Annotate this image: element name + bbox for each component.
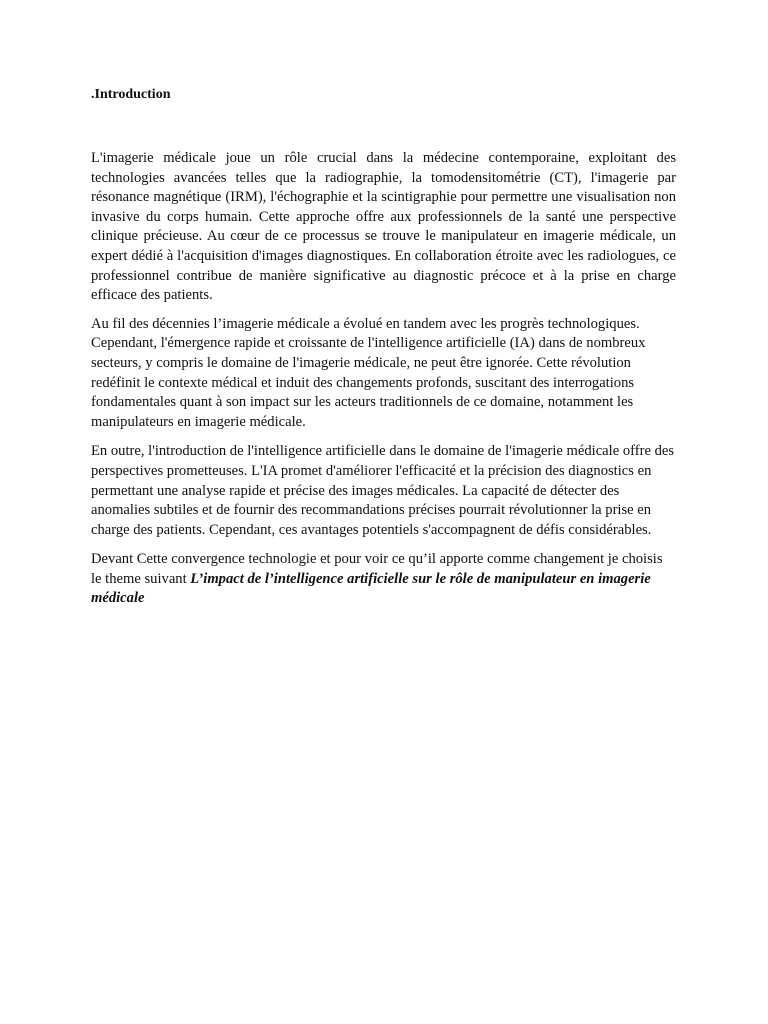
paragraph-4 — [91, 550, 676, 609]
theme-title: L’impact de l’intelligence artificielle sur le rôle de manipulateur en imagerie médicale — [91, 570, 651, 607]
paragraph-3: En outre, l'introduction de l'intelligence artificielle dans le domaine de l'imagerie médicale offre des perspectives prometteuses. L'IA promet d'améliorer l'efficacité et la précision des diagnostics en permettant une analyse rapide et précise des images médicales. La capacité de détecter des anomalies subtiles et de fournir des recommandations précises pourrait révolutionner la prise en charge des patients. Cependant, ces avantages potentiels s'accompagnent de défis considérables. — [91, 443, 675, 538]
document-page — [91, 86, 676, 609]
section-heading: .Introduction — [91, 87, 171, 102]
paragraph-2: Au fil des décennies l’imagerie médicale a évolué en tandem avec les progrès technologiques. Cependant, l'émergence rapide et croissante de l'intelligence artificielle (IA) dans de nombreux secteurs, y compris le domaine de l'imagerie médicale, ne peut être ignorée. Cette révolution redéfinit le contexte médical et induit des changements profonds, suscitant des interrogations fondamentales quant à son impact sur les acteurs traditionnels de ce domaine, notamment les manipulateurs en imagerie médicale. — [91, 315, 646, 430]
closing-intro-text: Devant Cette convergence technologie et pour voir ce qu’il apporte comme changement je choisis le theme suivant — [91, 551, 663, 587]
paragraph-1: L'imagerie médicale joue un rôle crucial dans la médecine contemporaine, exploitant des technologies avancées telles que la radiographie, la tomodensitométrie (CT), l'imagerie par résonance magnétique (IRM), l'échographie et la scintigraphie pour permettre une visualisation non invasive du corps humain. Cette approche offre aux professionnels de la santé une perspective clinique précieuse. Au cœur de ce processus se trouve le manipulateur en imagerie médicale, un expert dédié à l'acquisition d'images diagnostiques. En collaboration étroite avec les radiologues, ce professionnel contribue de manière significative au diagnostic précoce et à la prise en charge efficace des patients. — [91, 150, 676, 304]
